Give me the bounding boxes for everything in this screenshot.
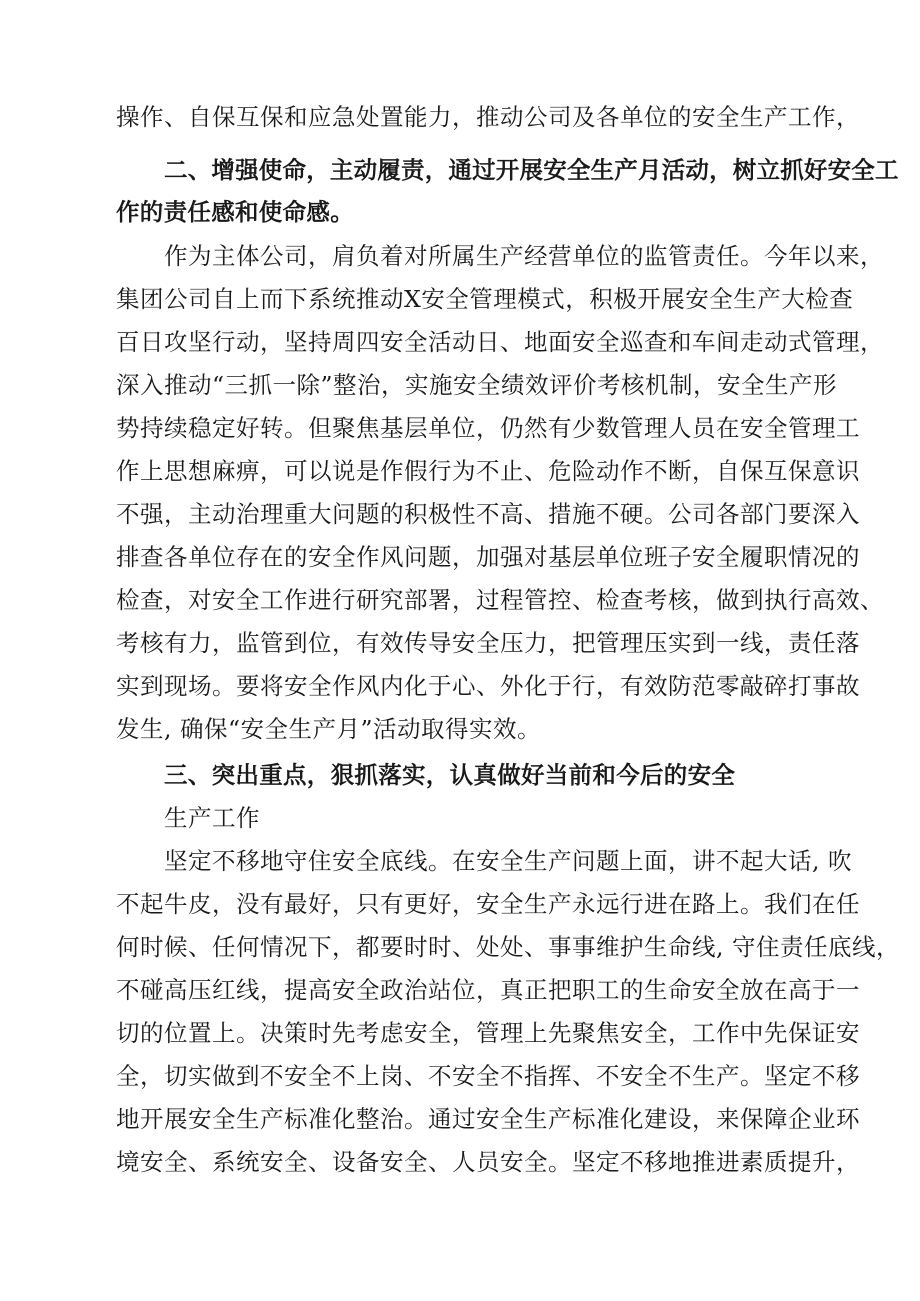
section-heading-line: 三、突出重点，狠抓落实，认真做好当前和今后的安全: [164, 761, 736, 789]
body-line: 何时候、任何情况下，都要时时、处处、事事维护生命线, 守住责任底线，: [116, 933, 900, 961]
body-line: 百日攻坚行动，坚持周四安全活动日、地面安全巡查和车间走动式管理，: [116, 328, 884, 356]
body-line: 作上思想麻痹，可以说是作假行为不止、危险动作不断，自保互保意识: [116, 457, 860, 485]
body-line: 考核有力，监管到位，有效传导安全压力，把管理压实到一线，责任落: [116, 629, 860, 657]
body-line: 势持续稳定好转。但聚焦基层单位，仍然有少数管理人员在安全管理工: [116, 414, 860, 442]
body-line: 操作、自保互保和应急处置能力，推动公司及各单位的安全生产工作，: [116, 103, 860, 131]
body-line: 不碰高压红线，提高安全政治站位，真正把职工的生命安全放在高于一: [116, 976, 860, 1004]
section-heading-continuation: 生产工作: [164, 804, 260, 832]
body-line: 排查各单位存在的安全作风问题，加强对基层单位班子安全履职情况的: [116, 543, 860, 571]
body-line: 实到现场。要将安全作风内化于心、外化于行，有效防范零敲碎打事故: [116, 672, 860, 700]
body-line: 作为主体公司，肩负着对所属生产经营单位的监管责任。今年以来，: [164, 242, 884, 270]
body-line: 坚定不移地守住安全底线。在安全生产问题上面，讲不起大话, 吹: [164, 847, 852, 875]
body-line: 不起牛皮，没有最好，只有更好，安全生产永远行进在路上。我们在任: [116, 890, 860, 918]
body-line: 地开展安全生产标准化整治。通过安全生产标准化建设，来保障企业环: [116, 1105, 860, 1133]
body-line: 不强，主动治理重大问题的积极性不高、措施不硬。公司各部门要深入: [116, 500, 860, 528]
section-heading-line: 二、增强使命，主动履责，通过开展安全生产月活动，树立抓好安全工: [164, 156, 899, 184]
body-line: 集团公司自上而下系统推动X安全管理模式，积极开展安全生产大检查: [116, 285, 854, 313]
body-line: 切的位置上。决策时先考虑安全，管理上先聚焦安全，工作中先保证安: [116, 1019, 860, 1047]
section-heading-line: 作的责任感和使命感。: [116, 198, 354, 226]
body-line: 境安全、系统安全、设备安全、人员安全。坚定不移地推进素质提升，: [116, 1148, 860, 1176]
body-line: 全，切实做到不安全不上岗、不安全不指挥、不安全不生产。坚定不移: [116, 1062, 860, 1090]
body-line: 检查，对安全工作进行研究部署，过程管控、检查考核，做到执行高效、: [116, 586, 884, 614]
body-line: 深入推动“三抓一除”整治，实施安全绩效评价考核机制，安全生产形: [116, 371, 838, 399]
body-line: 发生, 确保“安全生产月”活动取得实效。: [116, 715, 541, 743]
